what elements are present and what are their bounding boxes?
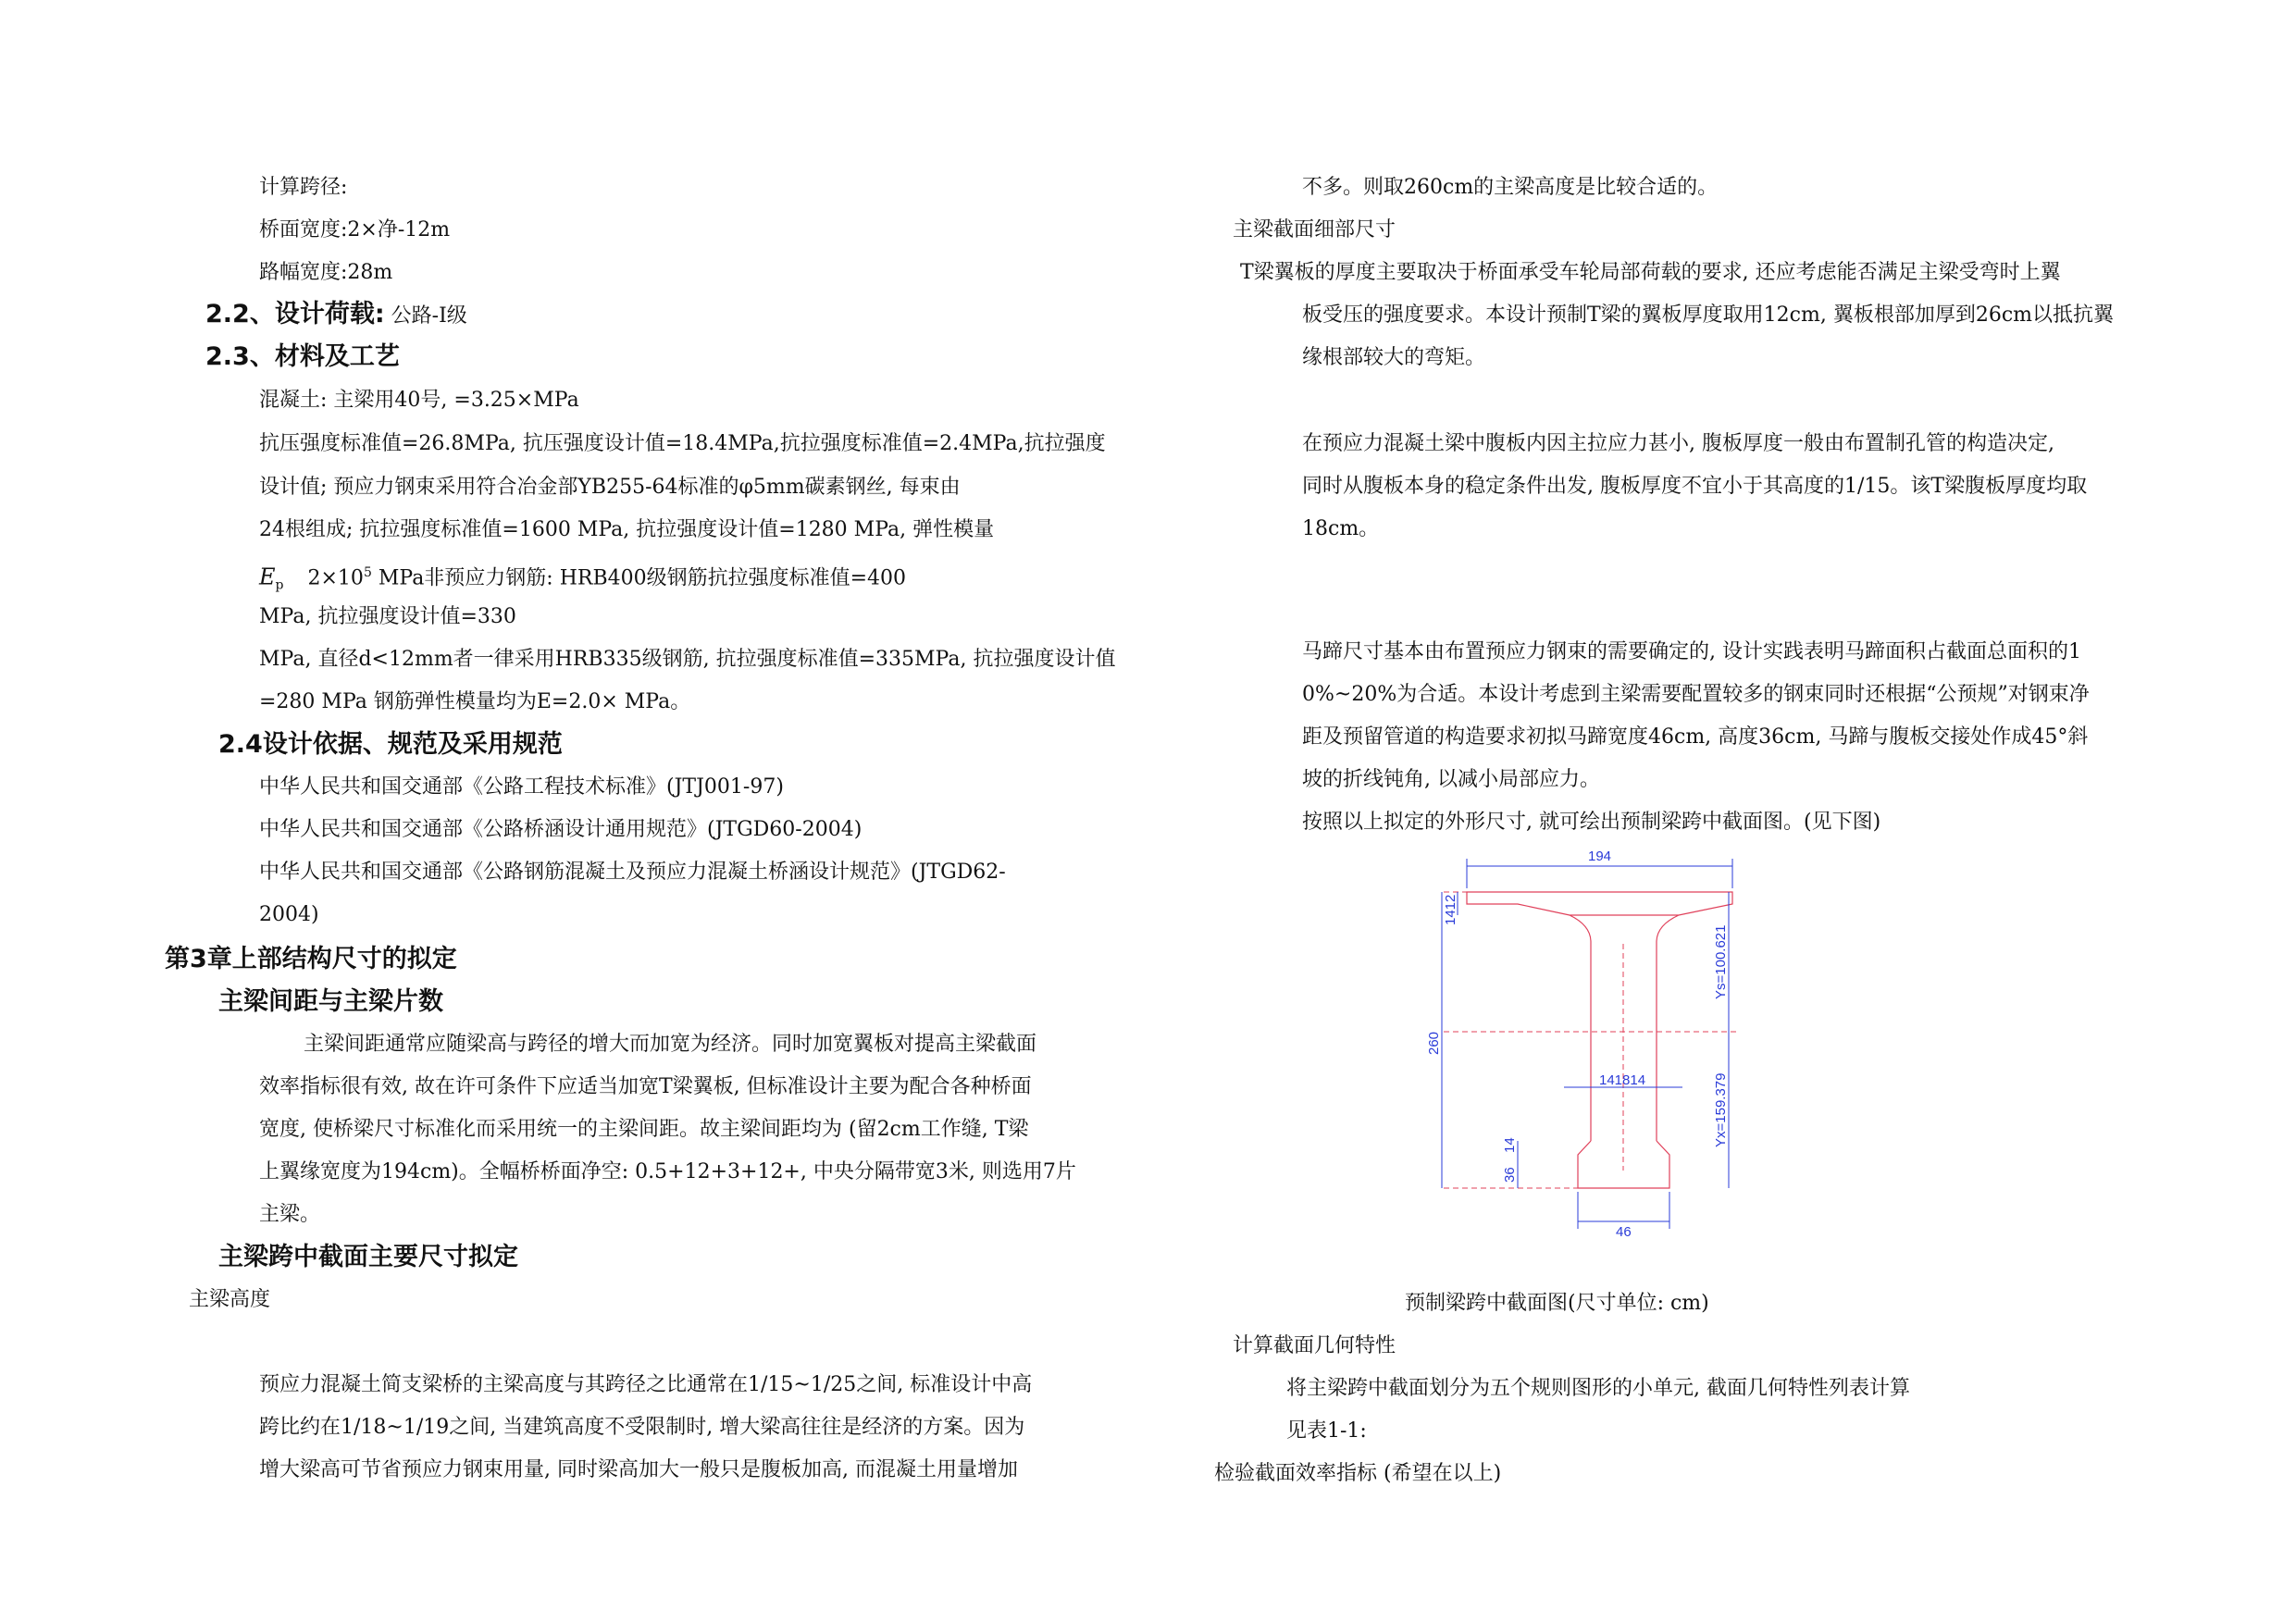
- section-2-2-title: 2.2、设计荷载:: [205, 300, 385, 328]
- span-line: 计算跨径:: [259, 176, 348, 199]
- right-line-17: 检验截面效率指标 (希望在以上): [1214, 1462, 1502, 1485]
- subheading-spacing: 主梁间距与主梁片数: [218, 987, 443, 1016]
- material-line-3: 设计值; 预应力钢束采用符合冶金部YB255-64标准的φ5mm碳素钢丝, 每束由: [259, 476, 961, 499]
- dim-yx-label: Yx=159.379: [1713, 1072, 1729, 1147]
- right-line-14: 计算截面几何特性: [1233, 1334, 1396, 1357]
- t-beam-section-figure: [1388, 833, 1777, 1249]
- modulus-rest: MPa非预应力钢筋: HRB400级钢筋抗拉强度标准值=400: [371, 566, 907, 590]
- section-2-3-heading: 2.3、材料及工艺: [205, 342, 400, 371]
- paragraph-2-line-2: 跨比约在1/18~1/19之间, 当建筑高度不受限制时, 增大梁高往往是经济的方案。因为: [259, 1416, 1025, 1439]
- beam-guides: [1444, 892, 1740, 1188]
- dimension-lines: [1442, 859, 1732, 1229]
- right-line-15: 将主梁跨中截面划分为五个规则图形的小单元, 截面几何特性列表计算: [1286, 1377, 1910, 1400]
- material-line-1: 混凝土: 主梁用40号, =3.25×MPa: [259, 389, 579, 412]
- dim-flange-label: 1412: [1443, 894, 1458, 925]
- material-line-4: 24根组成; 抗拉强度标准值=1600 MPa, 抗拉强度设计值=1280 MPa, 弹性模量: [259, 518, 995, 541]
- modulus-symbol: E: [259, 564, 276, 590]
- standard-line-3: 中华人民共和国交通部《公路钢筋混凝土及预应力混凝土桥涵设计规范》(JTGD62-: [259, 861, 1006, 884]
- paragraph-2-line-1: 预应力混凝土简支梁桥的主梁高度与其跨径之比通常在1/15~1/25之间, 标准设计中高: [259, 1373, 1033, 1396]
- modulus-subscript: p: [275, 577, 284, 593]
- right-line-10: 0%~20%为合适。本设计考虑到主梁需要配置较多的钢束同时还根据“公预规”对钢束净: [1302, 683, 2090, 706]
- dim-bottom-label: 46: [1616, 1224, 1632, 1240]
- paragraph-1-line-4: 上翼缘宽度为194cm)。全幅桥桥面净空: 0.5+12+3+12+, 中央分隔带宽3米, 则选用7片: [259, 1160, 1076, 1183]
- paragraph-1-line-1: 主梁间距通常应随梁高与跨径的增大而加宽为经济。同时加宽翼板对提高主梁截面: [304, 1033, 1037, 1056]
- dim-web-label: 141814: [1599, 1072, 1646, 1088]
- right-line-2: 主梁截面细部尺寸: [1233, 218, 1396, 242]
- right-line-16: 见表1-1:: [1286, 1419, 1367, 1443]
- dim-top-label: 194: [1588, 849, 1612, 864]
- material-line-6: MPa, 抗拉强度设计值=330: [259, 605, 516, 628]
- figure-caption: 预制梁跨中截面图(尺寸单位: cm): [1405, 1292, 1709, 1315]
- material-line-8: =280 MPa 钢筋弹性模量均为E=2.0× MPa。: [259, 690, 691, 713]
- dim-height-label: 260: [1426, 1031, 1442, 1055]
- right-line-7: 同时从腹板本身的稳定条件出发, 腹板厚度不宜小于其高度的1/15。该T梁腹板厚度均取: [1302, 475, 2088, 498]
- right-line-12: 坡的折线钝角, 以减小局部应力。: [1302, 768, 1600, 791]
- modulus-value: 2×10: [307, 566, 364, 590]
- paragraph-1-line-5: 主梁。: [259, 1203, 321, 1226]
- standard-line-2: 中华人民共和国交通部《公路桥涵设计通用规范》(JTGD60-2004): [259, 818, 863, 841]
- chapter-3-heading: 第3章上部结构尺寸的拟定: [165, 945, 457, 973]
- paragraph-2-line-3: 增大梁高可节省预应力钢束用量, 同时梁高加大一般只是腹板加高, 而混凝土用量增加: [259, 1458, 1018, 1481]
- deck-width-line: 桥面宽度:2×净-12m: [259, 218, 451, 242]
- subheading-midspan: 主梁跨中截面主要尺寸拟定: [218, 1243, 518, 1271]
- right-line-6: 在预应力混凝土梁中腹板内因主拉应力甚小, 腹板厚度一般由布置制孔管的构造决定,: [1302, 432, 2054, 455]
- modulus-exponent: 5: [363, 565, 372, 580]
- right-line-4: 板受压的强度要求。本设计预制T梁的翼板厚度取用12cm, 翼板根部加厚到26cm以抵抗翼: [1302, 304, 2115, 327]
- right-line-1: 不多。则取260cm的主梁高度是比较合适的。: [1302, 176, 1719, 199]
- paragraph-1-line-2: 效率指标很有效, 故在许可条件下应适当加宽T梁翼板, 但标准设计主要为配合各种桥面: [259, 1075, 1032, 1098]
- material-line-7: MPa, 直径d<12mm者一律采用HRB335级钢筋, 抗拉强度标准值=335MPa, 抗拉强度设计值: [259, 648, 1116, 671]
- right-line-3: T梁翼板的厚度主要取决于桥面承受车轮局部荷载的要求, 还应考虑能否满足主梁受弯时上翼: [1240, 261, 2061, 284]
- section-2-4-heading: 2.4设计依据、规范及采用规范: [218, 730, 563, 759]
- material-line-5: [259, 559, 906, 600]
- right-line-9: 马蹄尺寸基本由布置预应力钢束的需要确定的, 设计实践表明马蹄面积占截面总面积的1: [1302, 640, 2081, 663]
- right-line-13: 按照以上拟定的外形尺寸, 就可绘出预制梁跨中截面图。(见下图): [1302, 811, 1881, 834]
- dim-heel-label-1: 14: [1502, 1137, 1518, 1153]
- standard-line-3b: 2004): [259, 903, 319, 926]
- dim-ys-label: Ys=100.621: [1713, 924, 1729, 999]
- dim-heel-label-2: 36: [1502, 1167, 1518, 1183]
- right-line-11: 距及预留管道的构造要求初拟马蹄宽度46cm, 高度36cm, 马蹄与腹板交接处作成45°斜: [1302, 725, 2089, 749]
- road-width-line: 路幅宽度:28m: [259, 261, 393, 284]
- section-2-2-value: 公路-I级: [384, 304, 467, 328]
- standard-line-1: 中华人民共和国交通部《公路工程技术标准》(JTJ001-97): [259, 775, 784, 799]
- right-line-5: 缘根部较大的弯矩。: [1302, 346, 1486, 369]
- section-2-2-heading: [205, 301, 467, 330]
- right-line-8: 18cm。: [1302, 517, 1380, 540]
- material-line-2: 抗压强度标准值=26.8MPa, 抗压强度设计值=18.4MPa,抗拉强度标准值=2.4MPa,抗拉强度: [259, 432, 1106, 455]
- beam-height-label: 主梁高度: [189, 1288, 271, 1311]
- paragraph-1-line-3: 宽度, 使桥梁尺寸标准化而采用统一的主梁间距。故主梁间距均为 (留2cm工作缝, T梁: [259, 1118, 1029, 1141]
